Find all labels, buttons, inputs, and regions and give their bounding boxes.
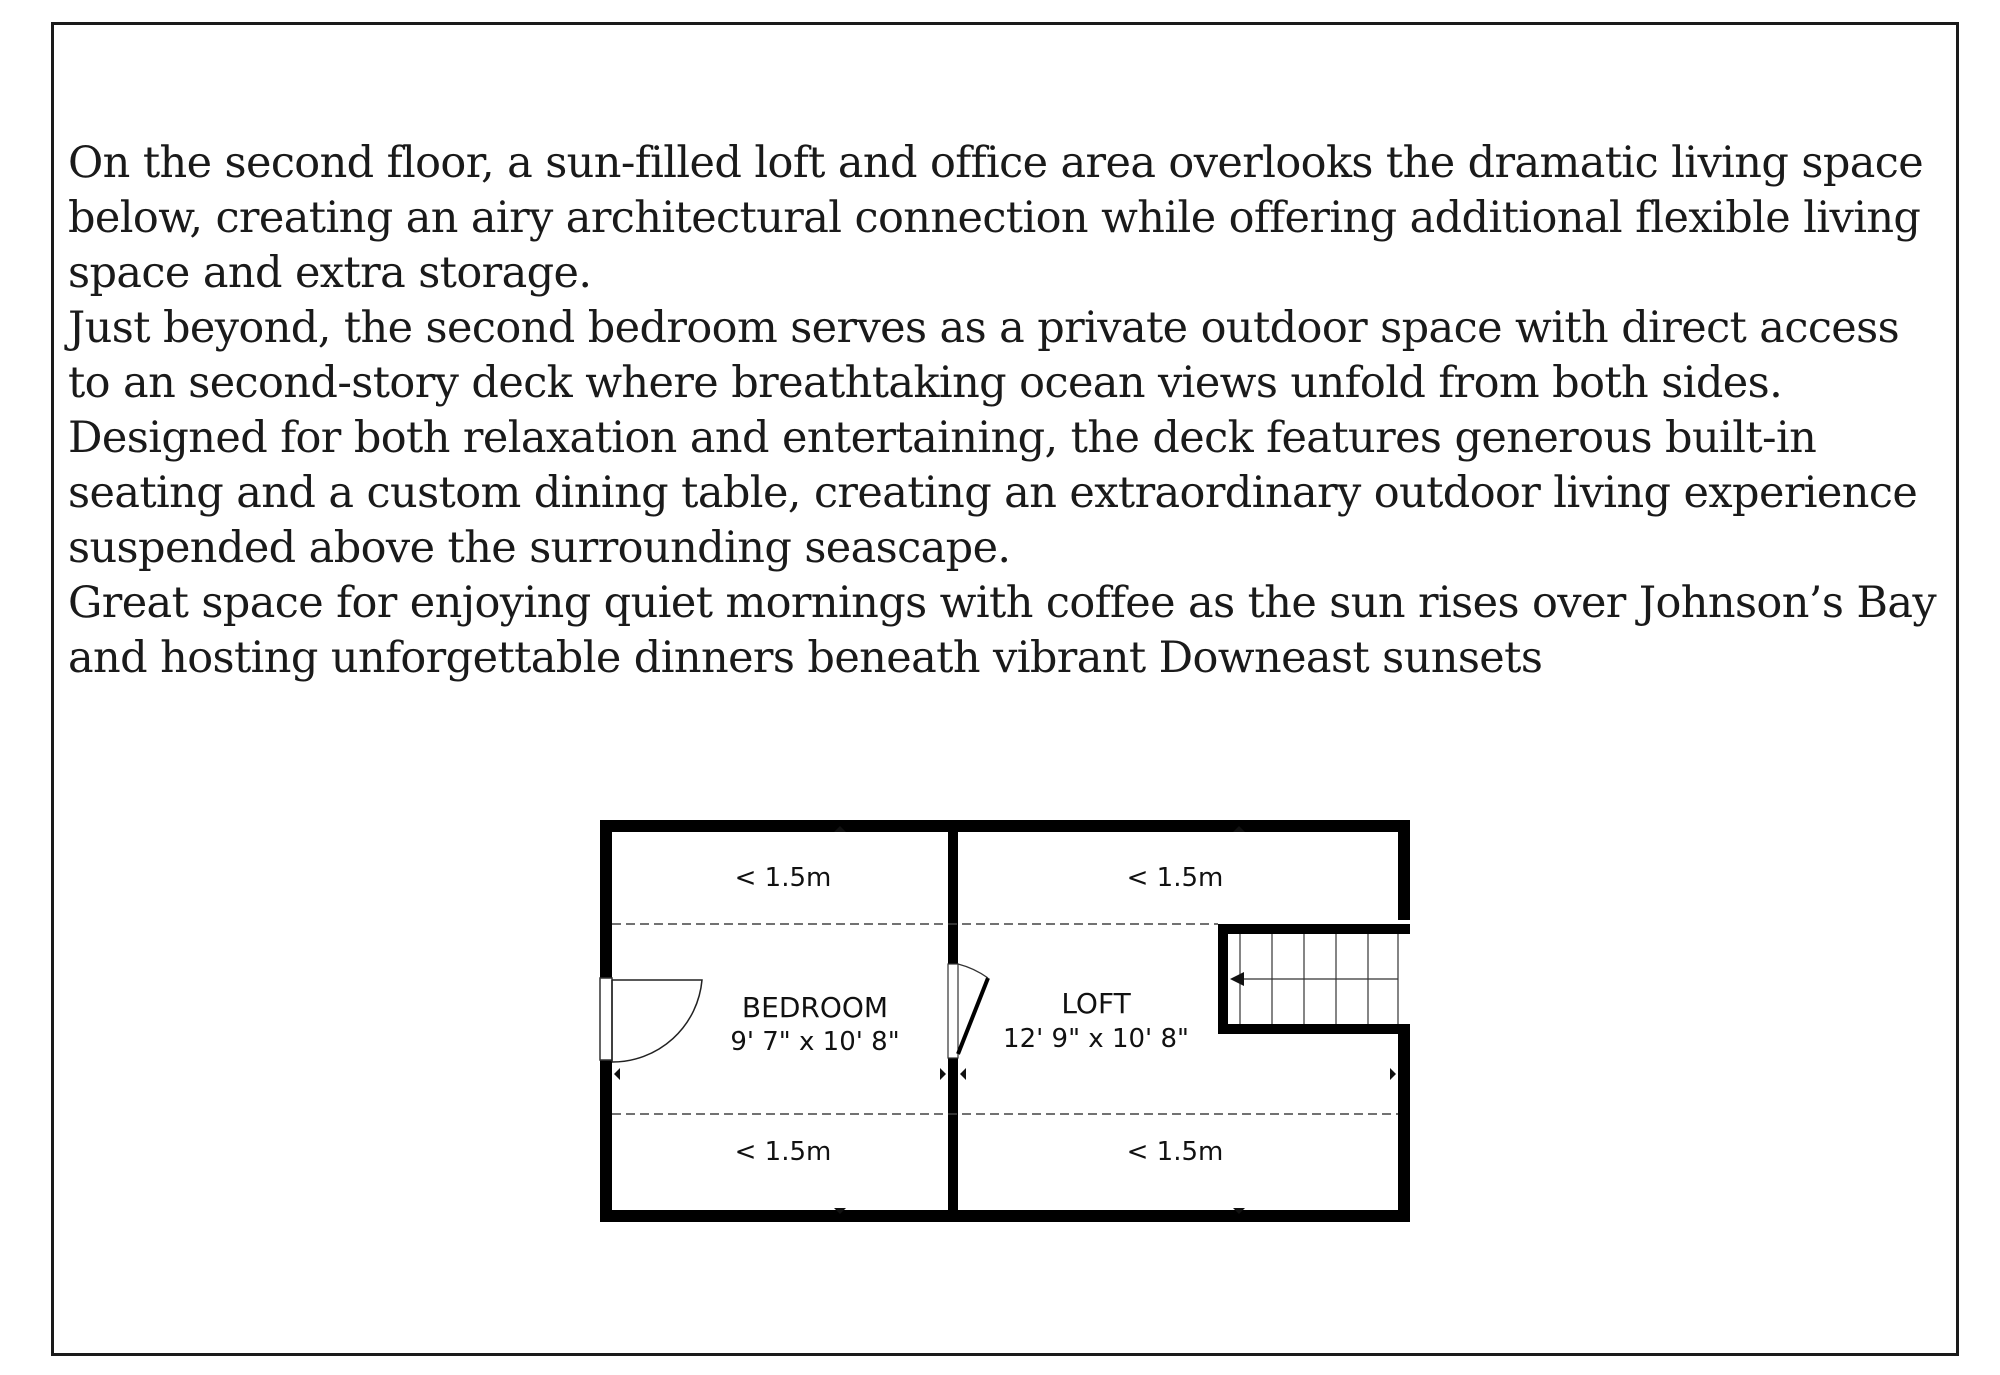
marker-divider-right [960, 1068, 966, 1080]
loft-headroom-bottom: < 1.5m [1126, 1137, 1224, 1167]
marker-right [1390, 1068, 1396, 1080]
loft-dimensions: 12' 9" x 10' 8" [1003, 1024, 1189, 1054]
divider-wall-lower [948, 1058, 958, 1222]
divider-wall-upper [948, 820, 958, 964]
left-window [600, 978, 612, 1060]
floor-plan-drawing [590, 810, 1420, 1230]
loft-headroom-top: < 1.5m [1126, 863, 1224, 893]
stair-wall-bottom [1218, 1024, 1410, 1034]
floor-plan [590, 810, 1420, 1230]
loft-name: LOFT [1061, 987, 1131, 1020]
left-wall-lower [600, 1060, 612, 1222]
bedroom-headroom-top: < 1.5m [734, 863, 832, 893]
bedroom-headroom-bottom: < 1.5m [734, 1137, 832, 1167]
divider-door-frame [948, 964, 958, 1058]
stair-wall-top [1218, 924, 1410, 934]
top-wall [600, 820, 1410, 832]
bottom-wall [600, 1210, 1410, 1222]
stairs [1240, 934, 1398, 1024]
right-wall-lower [1398, 1032, 1410, 1222]
left-wall-upper [600, 820, 612, 978]
right-wall-upper [1398, 820, 1410, 920]
walls [600, 820, 1410, 1222]
description-paragraph-3: Great space for enjoying quiet mornings with coffee as the sun rises over Johnson’s Bay and hosting unforgettable dinners beneath vibrant Downeast sunsets [68, 578, 1937, 683]
bedroom-dimensions: 9' 7" x 10' 8" [730, 1027, 900, 1057]
bedroom-name: BEDROOM [741, 991, 889, 1024]
description-paragraph-2: Just beyond, the second bedroom serves as a private outdoor space with direct access to an second-story deck where breathtaking ocean views unfold from both sides. Designed for both relaxation and entertaining, the deck features generous built-in seating and a custom dining table, creating an extraordinary outdoor living experience suspended above the surrounding seascape. [68, 303, 1918, 573]
marker-divider-left [940, 1068, 946, 1080]
bedroom-door-swing [612, 980, 702, 1062]
listing-description [68, 136, 1948, 686]
stair-wall-left [1218, 924, 1228, 1034]
loft-door-swing [958, 964, 988, 978]
marker-left [614, 1068, 620, 1080]
description-paragraph-1: On the second floor, a sun-filled loft and office area overlooks the dramatic living space below, creating an airy architectural connection while offering additional flexible living space and extra storage. [68, 138, 1924, 298]
loft-door-leaf [958, 978, 988, 1054]
stair-direction-arrow [1230, 972, 1244, 986]
